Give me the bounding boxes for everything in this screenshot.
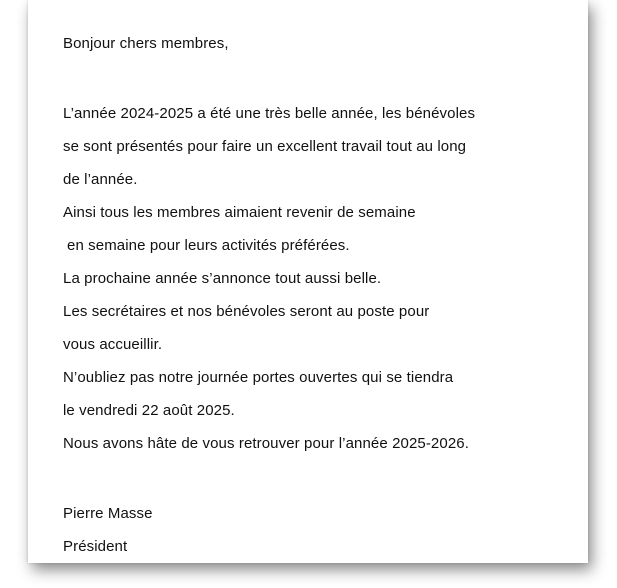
greeting-line: Bonjour chers membres, [63,35,229,52]
body-line: Les secrétaires et nos bénévoles seront au poste pour [63,303,430,320]
signature-title: Président [63,538,128,555]
body-line: Nous avons hâte de vous retrouver pour l’année 2025-2026. [63,435,469,452]
document-page [28,0,588,563]
body-line: le vendredi 22 août 2025. [63,402,235,419]
body-line: N’oubliez pas notre journée portes ouvertes qui se tiendra [63,369,454,386]
body-line: vous accueillir. [63,336,163,353]
signature-name: Pierre Masse [63,505,153,522]
body-line: L’année 2024-2025 a été une très belle année, les bénévoles [63,105,476,122]
body-line: La prochaine année s’annonce tout aussi belle. [63,270,382,287]
body-line: se sont présentés pour faire un excellent travail tout au long [63,138,467,155]
body-line: en semaine pour leurs activités préférées. [67,237,350,254]
body-line: Ainsi tous les membres aimaient revenir de semaine [63,204,416,221]
body-line: de l’année. [63,171,138,188]
